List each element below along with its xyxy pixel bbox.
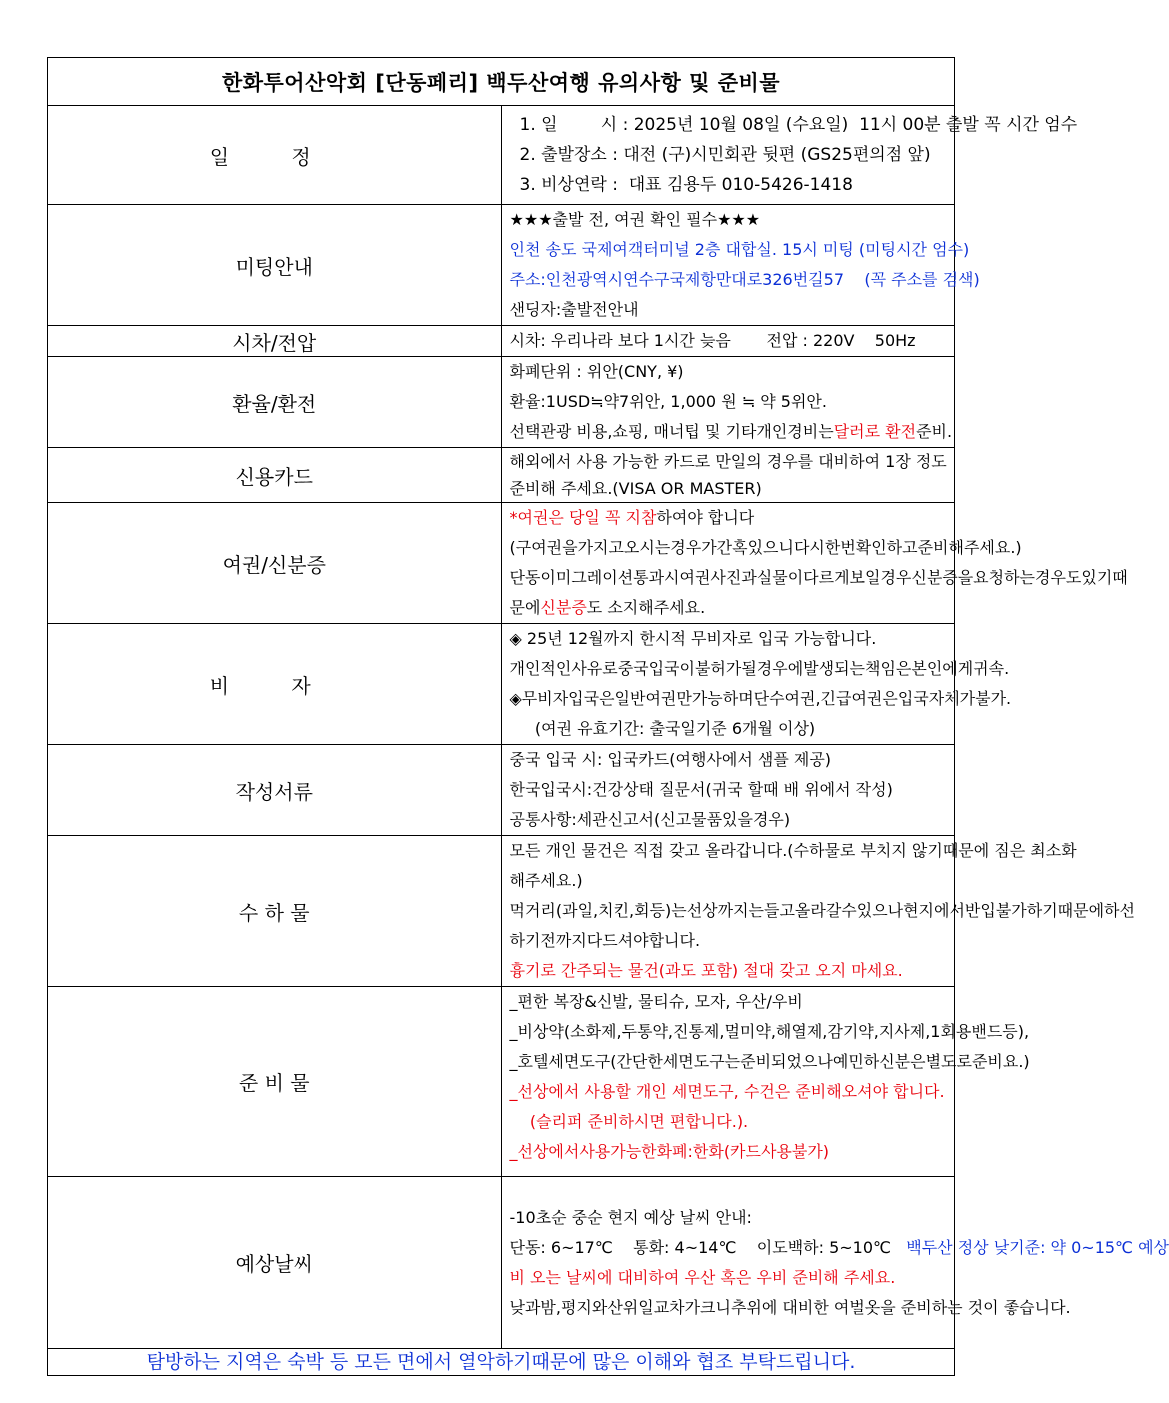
carry-luggage-notice-cont: 해주세요.) — [509, 871, 583, 890]
document-title: 한화투어산악회 [단동페리] 백두산여행 유의사항 및 준비물 — [48, 58, 955, 106]
rain-notice: 비 오는 날씨에 대비하여 우산 혹은 우비 준비해 주세요. — [509, 1267, 896, 1287]
weapon-warning: 흉기로 간주되는 물건(과도 포함) 절대 갖고 오지 마세요. — [509, 961, 903, 980]
weather-content — [501, 1177, 1169, 1349]
passport-label: 여권/신분증 — [48, 503, 502, 624]
visa-free-notice: ◈ 25년 12월까지 한시적 무비자로 입국 가능합니다. — [509, 629, 877, 648]
korea-health-form: 한국입국시:건강상태 질문서(귀국 할때 배 위에서 작성) — [509, 780, 893, 799]
schedule-content — [501, 106, 1078, 205]
notice-table — [47, 57, 1169, 1376]
schedule-departure-place: 2. 출발장소 : 대전 (구)시민회관 뒷편 (GS25편의점 앞) — [519, 145, 931, 165]
sending-staff: 샌딩자:출발전안내 — [509, 300, 639, 319]
credit-card-label: 신용카드 — [48, 448, 502, 503]
meeting-label: 미팅안내 — [48, 205, 502, 326]
prep-ship-currency: _선상에서사용가능한화폐:한화(카드사용불가) — [509, 1142, 830, 1161]
visa-content — [501, 624, 1012, 745]
passport-type-notice: ◈무비자입국은일반여권만가능하며단수여권,긴급여권은입국자체가불가. — [509, 689, 1012, 708]
footer-notice: 탐방하는 지역은 숙박 등 모든 면에서 열악하기때문에 많은 이해와 협조 부탁드립니다. — [48, 1349, 955, 1376]
passport-content — [501, 503, 1128, 624]
china-entry-card: 중국 입국 시: 입국카드(여행사에서 샘플 제공) — [509, 750, 832, 769]
customs-declaration: 공통사항:세관신고서(신고물품있을경우) — [509, 810, 791, 829]
schedule-label: 일 정 — [48, 106, 502, 205]
exchange-rate: 환율:1USD≒약7위안, 1,000 원 ≒ 약 5위안. — [509, 392, 827, 411]
credit-card-content — [501, 448, 955, 503]
exchange-advice: 선택관광 비용,쇼핑, 매너팁 및 기타개인경비는달러로 환전준비. — [509, 422, 953, 441]
luggage-label: 수 하 물 — [48, 836, 502, 987]
schedule-datetime: 1. 일 시 : 2025년 10월 08일 (수요일) 11시 00분 출발 꼭 시간 엄수 — [519, 115, 1078, 135]
prep-slippers: (슬리퍼 준비하시면 편합니다.). — [509, 1112, 749, 1131]
time-voltage-label: 시차/전압 — [48, 326, 502, 357]
currency-unit: 화폐단위 : 위안(CNY, ¥) — [509, 362, 684, 381]
temperature-range-notice: 낮과밤,평지와산위일교차가크니추위에 대비한 여벌옷을 준비하는 것이 좋습니다. — [509, 1297, 1071, 1317]
time-voltage-content — [501, 326, 955, 357]
carry-luggage-notice: 모든 개인 물건은 직접 갖고 올라갑니다.(수하물로 부치지 않기때문에 짐은 최소화 — [509, 841, 1077, 860]
old-passport-notice: (구여권을가지고오시는경우가간혹있으니다시한번확인하고준비해주세요.) — [509, 538, 1022, 557]
credit-card-text: 해외에서 사용 가능한 카드로 만일의 경우를 대비하여 1장 정도 준비해 주세요.(VISA OR MASTER) — [509, 452, 947, 498]
meeting-address: 주소:인천광역시연수구국제항만대로326번길57 (꼭 주소를 검색) — [509, 270, 980, 289]
id-card-notice: 문에신분증도 소지해주세요. — [509, 598, 706, 617]
exchange-content — [501, 357, 955, 448]
luggage-content — [501, 836, 1135, 987]
entry-refusal-notice: 개인적인사유로중국입국이불허가될경우에발생되는책임은본인에게귀속. — [509, 659, 1010, 678]
prep-toiletries: _호텔세면도구(간단한세면도구는준비되었으나예민하신분은별도로준비요.) — [509, 1052, 1030, 1071]
meeting-location: 인천 송도 국제여객터미널 2층 대합실. 15시 미팅 (미팅시간 엄수) — [509, 240, 970, 259]
schedule-emergency-contact: 3. 비상연락 : 대표 김용두 010-5426-1418 — [519, 175, 853, 195]
prep-clothing: _편한 복장&신발, 물티슈, 모자, 우산/우비 — [509, 992, 803, 1011]
weather-temperatures: 단동: 6~17℃ 통화: 4~14℃ 이도백하: 5~10℃ 백두산 정상 낮기준: 약 0~15℃ 예상 — [509, 1237, 1169, 1257]
exchange-label: 환율/환전 — [48, 357, 502, 448]
notice-sheet — [47, 57, 1169, 1376]
prep-ship-toiletries: _선상에서 사용할 개인 세면도구, 수건은 준비해오셔야 합니다. — [509, 1082, 945, 1101]
time-voltage-info: 시차: 우리나라 보다 1시간 늦음 전압 : 220V 50Hz — [509, 331, 916, 350]
weather-label: 예상날씨 — [48, 1177, 502, 1349]
meeting-content — [501, 205, 980, 326]
prep-medicine: _비상약(소화제,두통약,진통제,멀미약,해열제,감기약,지사제,1회용밴드등), — [509, 1022, 1030, 1041]
preparation-label: 준 비 물 — [48, 987, 502, 1177]
food-notice: 먹거리(과일,치킨,회등)는선상까지는들고올라갈수있으나현지에서반입불가하기때문에하선 — [509, 901, 1135, 920]
exchange-highlight: 달러로 환전 — [833, 422, 917, 441]
baekdu-summit-temp: 백두산 정상 낮기준: 약 0~15℃ 예상 — [906, 1237, 1169, 1257]
documents-label: 작성서류 — [48, 745, 502, 836]
documents-content — [501, 745, 955, 836]
preparation-content — [501, 987, 1030, 1177]
immigration-notice: 단동이미그레이션통과시여권사진과실물이다르게보일경우신분증을요청하는경우도있기때 — [509, 568, 1128, 587]
passport-required: *여권은 당일 꼭 지참하여야 합니다 — [509, 508, 755, 527]
passport-validity: (여권 유효기간: 출국일기준 6개월 이상) — [509, 719, 816, 738]
food-notice-cont: 하기전까지다드셔야합니다. — [509, 931, 701, 950]
passport-check-notice: ★★★출발 전, 여권 확인 필수★★★ — [509, 210, 761, 229]
weather-intro: -10초순 중순 현지 예상 날씨 안내: — [509, 1207, 752, 1227]
visa-label: 비 자 — [48, 624, 502, 745]
